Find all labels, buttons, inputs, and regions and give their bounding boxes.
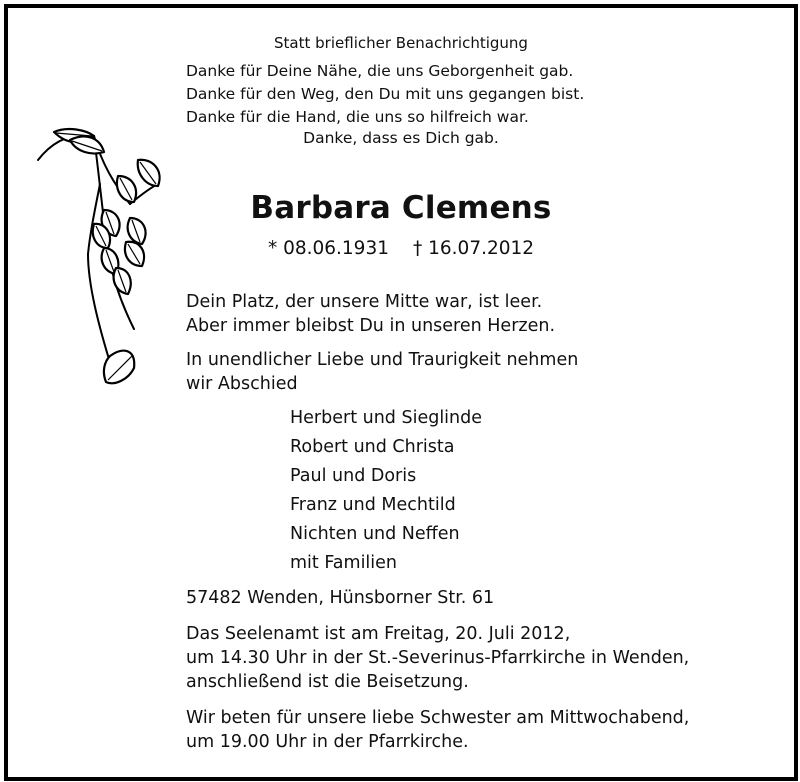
service-line-1: Das Seelenamt ist am Freitag, 20. Juli 2012, xyxy=(186,624,571,644)
quote-line-2: Aber immer bleibst Du in unseren Herzen. xyxy=(186,316,556,336)
farewell-line-1: In unendlicher Liebe und Traurigkeit nehmen xyxy=(186,350,579,370)
poem-line-4: Danke, dass es Dich gab. xyxy=(303,129,499,147)
family-member: Franz und Mechtild xyxy=(290,495,456,515)
prayer-line-2: um 19.00 Uhr in der Pfarrkirche. xyxy=(186,732,469,752)
life-dates xyxy=(8,238,794,259)
prayer-line-1: Wir beten für unsere liebe Schwester am Mittwochabend, xyxy=(186,708,690,728)
poem-line-3: Danke für die Hand, die uns so hilfreich war. xyxy=(186,108,529,126)
service-line-2: um 14.30 Uhr in der St.-Severinus-Pfarrkirche in Wenden, xyxy=(186,648,690,668)
family-member: mit Familien xyxy=(290,553,398,573)
birch-branch-leaves-icon xyxy=(34,124,164,394)
header-line: Statt brieflicher Benachrichtigung xyxy=(274,34,528,52)
service-line-3: anschließend ist die Beisetzung. xyxy=(186,672,469,692)
address: 57482 Wenden, Hünsborner Str. 61 xyxy=(186,588,495,608)
obituary-notice xyxy=(4,4,798,781)
family-member: Herbert und Sieglinde xyxy=(290,408,483,428)
death-date: † 16.07.2012 xyxy=(413,238,535,259)
deceased-name: Barbara Clemens xyxy=(250,190,552,226)
poem-line-1: Danke für Deine Nähe, die uns Geborgenheit gab. xyxy=(186,62,574,80)
poem-line-2: Danke für den Weg, den Du mit uns gegangen bist. xyxy=(186,85,585,103)
quote-line-1: Dein Platz, der unsere Mitte war, ist leer. xyxy=(186,292,543,312)
birth-date: * 08.06.1931 xyxy=(267,238,389,259)
farewell-line-2: wir Abschied xyxy=(186,374,298,394)
family-member: Paul und Doris xyxy=(290,466,417,486)
family-member: Nichten und Neffen xyxy=(290,524,460,544)
family-member: Robert und Christa xyxy=(290,437,455,457)
